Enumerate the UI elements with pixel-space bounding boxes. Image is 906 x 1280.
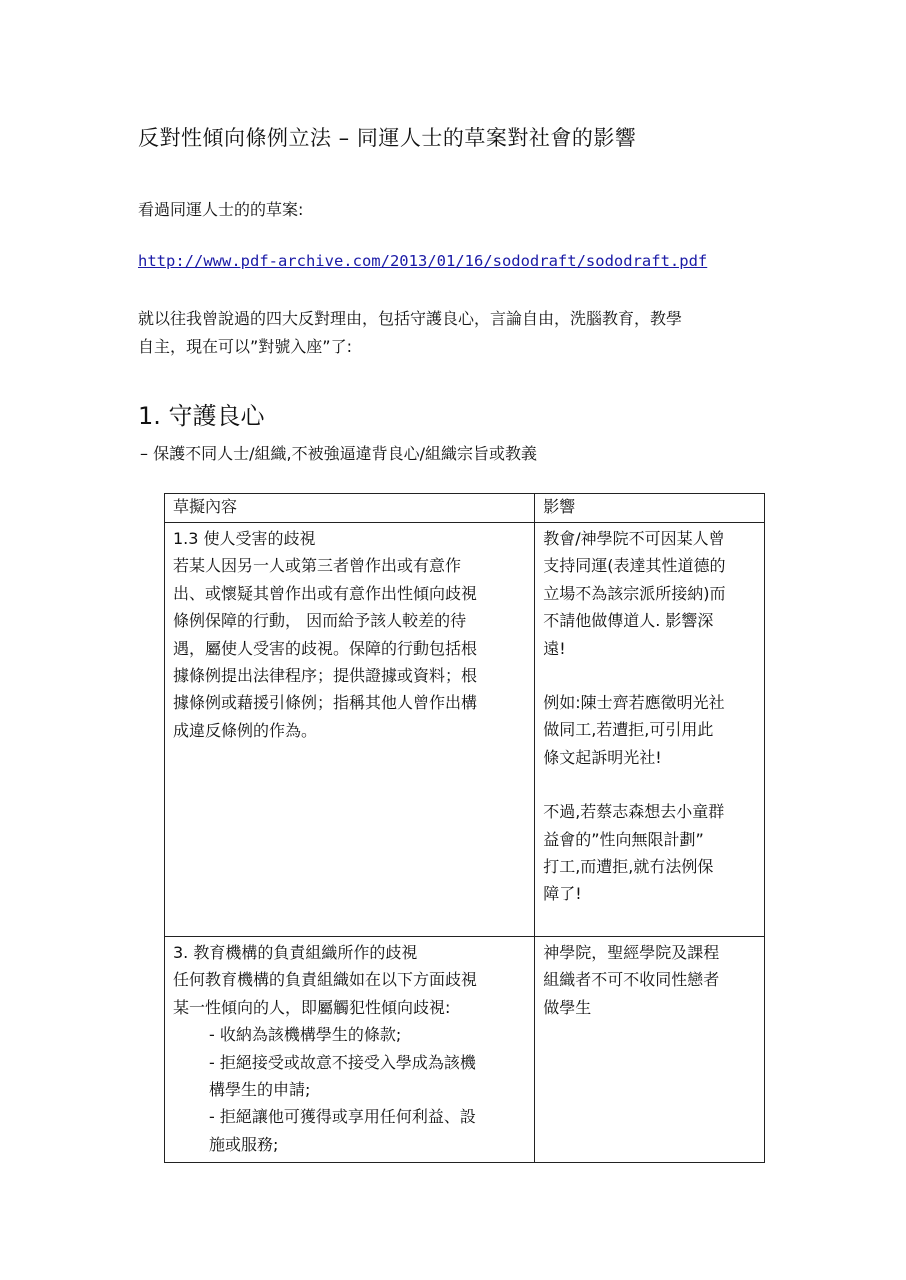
cell-line: 任何教育機構的負責組織如在以下方面歧視 bbox=[173, 970, 478, 990]
row2-draft-cell bbox=[165, 937, 535, 1163]
page-title: 反對性傾向條例立法 – 同運人士的草案對社會的影響 bbox=[138, 126, 637, 150]
intro-line: 自主，現在可以”對號入座”了: bbox=[138, 337, 352, 356]
cell-line: 成違反條例的作為。 bbox=[173, 720, 318, 740]
table-row bbox=[165, 523, 765, 937]
cell-line: 障了! bbox=[543, 884, 582, 904]
cell-line: 出、或懷疑其曾作出或有意作出性傾向歧視 bbox=[173, 583, 478, 603]
cell-line: 3. 教育機構的負責組織所作的歧視 bbox=[173, 943, 418, 962]
intro-paragraph bbox=[138, 305, 778, 361]
cell-line: 據條例提出法律程序；提供證據或資料；根 bbox=[173, 666, 478, 686]
cell-line: 組織者不可不收同性戀者 bbox=[543, 970, 720, 990]
cell-line: 神學院，聖經學院及課程 bbox=[543, 943, 720, 962]
header-impact: 影響 bbox=[535, 494, 765, 523]
cell-line: 據條例或藉援引條例；指稱其他人曾作出構 bbox=[173, 693, 478, 713]
bullet-continuation: 構學生的申請; bbox=[209, 1080, 311, 1100]
cell-line: 若某人因另一人或第三者曾作出或有意作 bbox=[173, 556, 462, 576]
seen-draft-label: 看過同運人士的的草案: bbox=[138, 200, 304, 219]
cell-line: 做同工,若遭拒,可引用此 bbox=[543, 720, 714, 740]
cell-line: 1.3 使人受害的歧視 bbox=[173, 529, 316, 548]
draft-link-wrapper bbox=[138, 251, 707, 270]
bullet-continuation: 施或服務; bbox=[209, 1134, 279, 1154]
cell-line: 不請他做傳道人. 影響深 bbox=[543, 611, 714, 631]
draft-pdf-link[interactable]: http://www.pdf-archive.com/2013/01/16/sododraft/sododraft.pdf bbox=[138, 252, 708, 270]
row2-impact-cell bbox=[535, 937, 765, 1163]
paragraph-gap bbox=[543, 662, 756, 689]
paragraph-gap bbox=[543, 771, 756, 798]
cell-line: 某一性傾向的人，即屬觸犯性傾向歧視: bbox=[173, 997, 451, 1017]
cell-line: 例如:陳士齊若應徵明光社 bbox=[543, 693, 725, 713]
cell-line: 打工,而遭拒,就冇法例保 bbox=[543, 857, 714, 877]
cell-line: 遇，屬使人受害的歧視。保障的行動包括根 bbox=[173, 638, 478, 658]
cell-line: 條例保障的行動， 因而給予該人較差的待 bbox=[173, 611, 467, 631]
draft-impact-table bbox=[164, 493, 765, 1163]
cell-line: 做學生 bbox=[543, 997, 592, 1017]
section-heading: 1. 守護良心 bbox=[138, 402, 265, 430]
table-header-row bbox=[165, 494, 765, 523]
bullet-item: - 拒絕讓他可獲得或享用任何利益、設 bbox=[209, 1107, 476, 1127]
section-subtitle: – 保護不同人士/組織,不被強逼違背良心/組織宗旨或教義 bbox=[140, 444, 537, 463]
cell-line: 立場不為該宗派所接納)而 bbox=[543, 583, 726, 603]
row1-impact-cell bbox=[535, 523, 765, 937]
bullet-item: - 拒絕接受或故意不接受入學成為該機 bbox=[209, 1052, 476, 1072]
cell-line: 教會/神學院不可因某人曾 bbox=[543, 529, 725, 548]
cell-line: 遠! bbox=[543, 638, 566, 658]
cell-line: 不過,若蔡志森想去小童群 bbox=[543, 802, 725, 822]
header-draft-content: 草擬內容 bbox=[165, 494, 535, 523]
cell-line: 益會的”性向無限計劃” bbox=[543, 829, 704, 849]
intro-line: 就以往我曾說過的四大反對理由，包括守護良心，言論自由，洗腦教育，教學 bbox=[138, 309, 683, 328]
cell-line: 支持同運(表達其性道德的 bbox=[543, 556, 726, 576]
table-row bbox=[165, 937, 765, 1163]
bullet-item: - 收納為該機構學生的條款; bbox=[209, 1025, 402, 1045]
cell-line: 條文起訴明光社! bbox=[543, 747, 662, 767]
row1-draft-cell bbox=[165, 523, 535, 937]
